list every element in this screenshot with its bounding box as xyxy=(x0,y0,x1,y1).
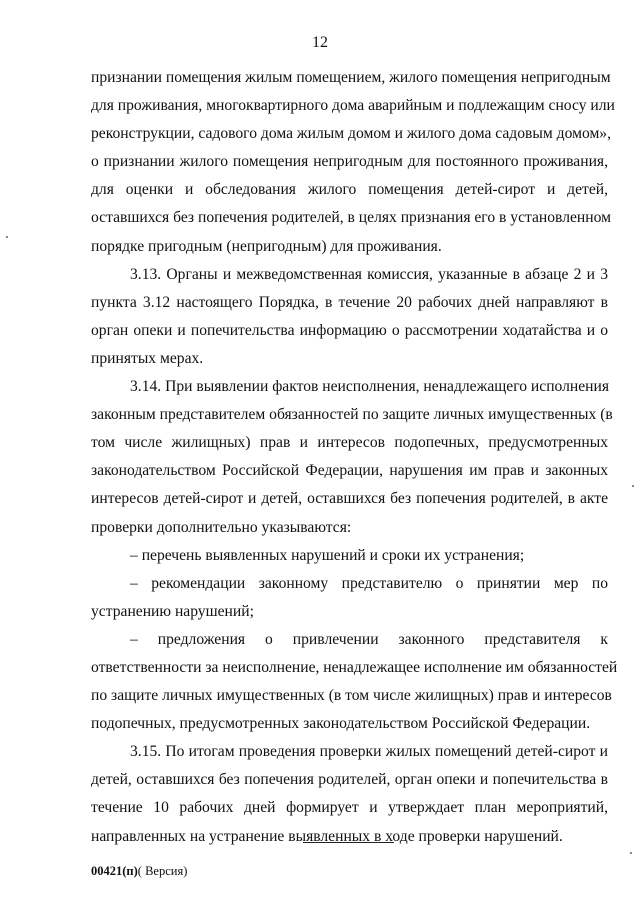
text-line: пункта 3.12 настоящего Порядка, в течение 20 рабочих дней направляют в xyxy=(91,293,608,311)
footer-version: ( Версия) xyxy=(137,864,188,878)
text-line: подопечных, предусмотренных законодательством Российской Федерации. xyxy=(91,715,591,733)
list-item xyxy=(91,542,608,570)
scan-artifact xyxy=(6,236,8,238)
footer-document-code xyxy=(91,864,187,879)
text-line: детей, оставшихся без попечения родителей, орган опеки и попечительства в xyxy=(91,771,608,789)
paragraph-3-15 xyxy=(91,738,608,850)
text-line: для проживания, многоквартирного дома аварийным и подлежащим сносу или xyxy=(91,97,615,115)
text-line: реконструкции, садового дома жилым домом и жилого дома садовым домом», xyxy=(91,125,612,143)
separator-line xyxy=(303,842,394,843)
text-line: принятых мерах. xyxy=(91,349,204,367)
text-line: направленных на устранение выявленных в ходе проверки нарушений. xyxy=(91,827,563,845)
list-item xyxy=(91,570,608,626)
text-line: порядке пригодным (непригодным) для проживания. xyxy=(91,237,442,255)
text-line: – рекомендации законному представителю о принятии мер по xyxy=(130,574,608,592)
text-line: оставшихся без попечения родителей, в целях признания его в установленном xyxy=(91,209,611,227)
list-item xyxy=(91,626,618,738)
scan-artifact xyxy=(632,485,634,487)
text-line: законодательством Российской Федерации, нарушения им прав и законных xyxy=(91,462,608,480)
text-line: признании помещения жилым помещением, жилого помещения непригодным xyxy=(91,69,611,86)
text-line: том числе жилищных) прав и интересов подопечных, предусмотренных xyxy=(91,434,608,452)
text-line: ответственности за неисполнение, ненадлежащее исполнение им обязанностей xyxy=(91,658,618,676)
text-line: орган опеки и попечительства информацию о рассмотрении ходатайства и о xyxy=(91,321,608,339)
paragraph-3-13 xyxy=(91,261,608,373)
text-line: проверки дополнительно указываются: xyxy=(91,518,352,536)
text-line: устранению нарушений; xyxy=(91,602,254,620)
scan-artifact xyxy=(630,852,632,854)
footer-code: 00421(п) xyxy=(91,864,138,878)
text-line: 3.14. При выявлении фактов неисполнения, ненадлежащего исполнения xyxy=(130,378,610,396)
text-line: о признании жилого помещения непригодным для постоянного проживания, xyxy=(91,153,608,171)
text-line: для оценки и обследования жилого помещения детей-сирот и детей, xyxy=(91,181,608,199)
text-line: течение 10 рабочих дней формирует и утверждает план мероприятий, xyxy=(91,799,608,817)
text-line: интересов детей-сирот и детей, оставшихся без попечения родителей, в акте xyxy=(91,490,608,508)
page-number: 12 xyxy=(312,34,328,51)
paragraph xyxy=(91,64,615,261)
text-line: 3.13. Органы и межведомственная комиссия, указанные в абзаце 2 и 3 xyxy=(130,265,608,283)
text-line: – предложения о привлечении законного представителя к xyxy=(130,630,608,648)
paragraph-3-14 xyxy=(91,373,613,542)
text-line: – перечень выявленных нарушений и сроки их устранения; xyxy=(130,546,525,564)
text-line: по защите личных имущественных (в том числе жилищных) прав и интересов xyxy=(91,687,612,705)
text-line: законным представителем обязанностей по защите личных имущественных (в xyxy=(91,406,613,424)
document-body xyxy=(91,64,618,851)
text-line: 3.15. По итогам проведения проверки жилых помещений детей-сирот и xyxy=(130,743,608,761)
